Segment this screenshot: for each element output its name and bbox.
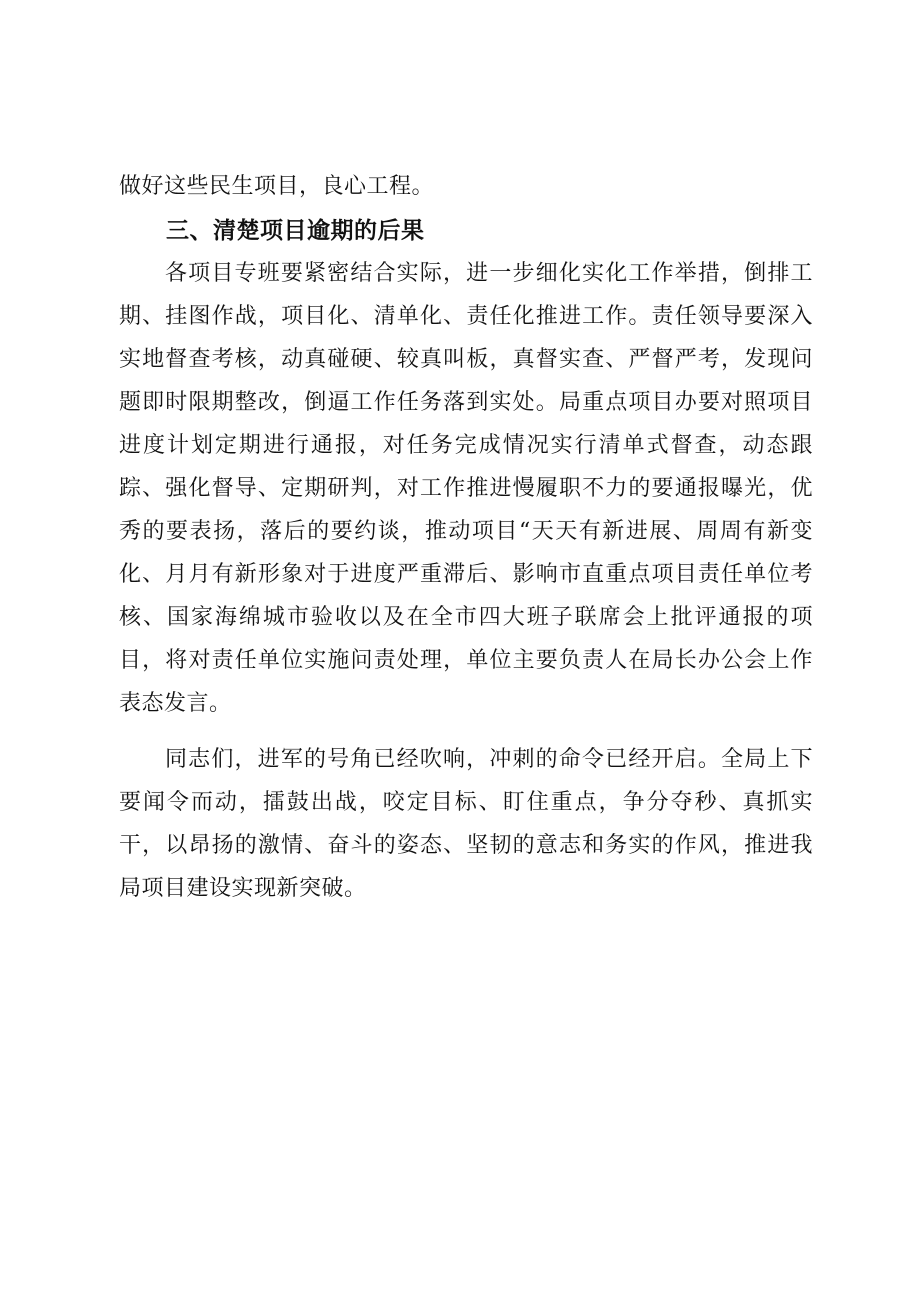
- continued-paragraph: 做好这些民生项目，良心工程。: [119, 174, 435, 199]
- body-paragraph-2: 同志们，进军的号角已经吹响，冲刺的命令已经开启。全局上下要闻令而动，擂鼓出战，咬定目标、盯住重点，争分夺秒、真抓实干，以昂扬的激情、奋斗的姿态、坚韧的意志和务实的作风，推进我局项目建设实现新突破。: [119, 747, 813, 901]
- section-heading: 三、清楚项目逾期的后果: [166, 218, 425, 244]
- body-paragraph-1: 各项目专班要紧密结合实际，进一步细化实化工作举措，倒排工期、挂图作战，项目化、清单化、责任化推进工作。责任领导要深入实地督查考核，动真碰硬、较真叫板，真督实查、严督严考，发现问题即时限期整改，倒逼工作任务落到实处。局重点项目办要对照项目进度计划定期进行通报，对任务完成情况实行清单式督查，动态跟踪、强化督导、定期研判，对工作推进慢履职不力的要通报曝光，优秀的要表扬，落后的要约谈，推动项目“天天有新进展、周周有新变化、月月有新形象对于进度严重滞后、影响市直重点项目责任单位考核、国家海绵城市验收以及在全市四大班子联席会上批评通报的项目，将对责任单位实施问责处理，单位主要负责人在局长办公会上作表态发言。: [119, 261, 813, 716]
